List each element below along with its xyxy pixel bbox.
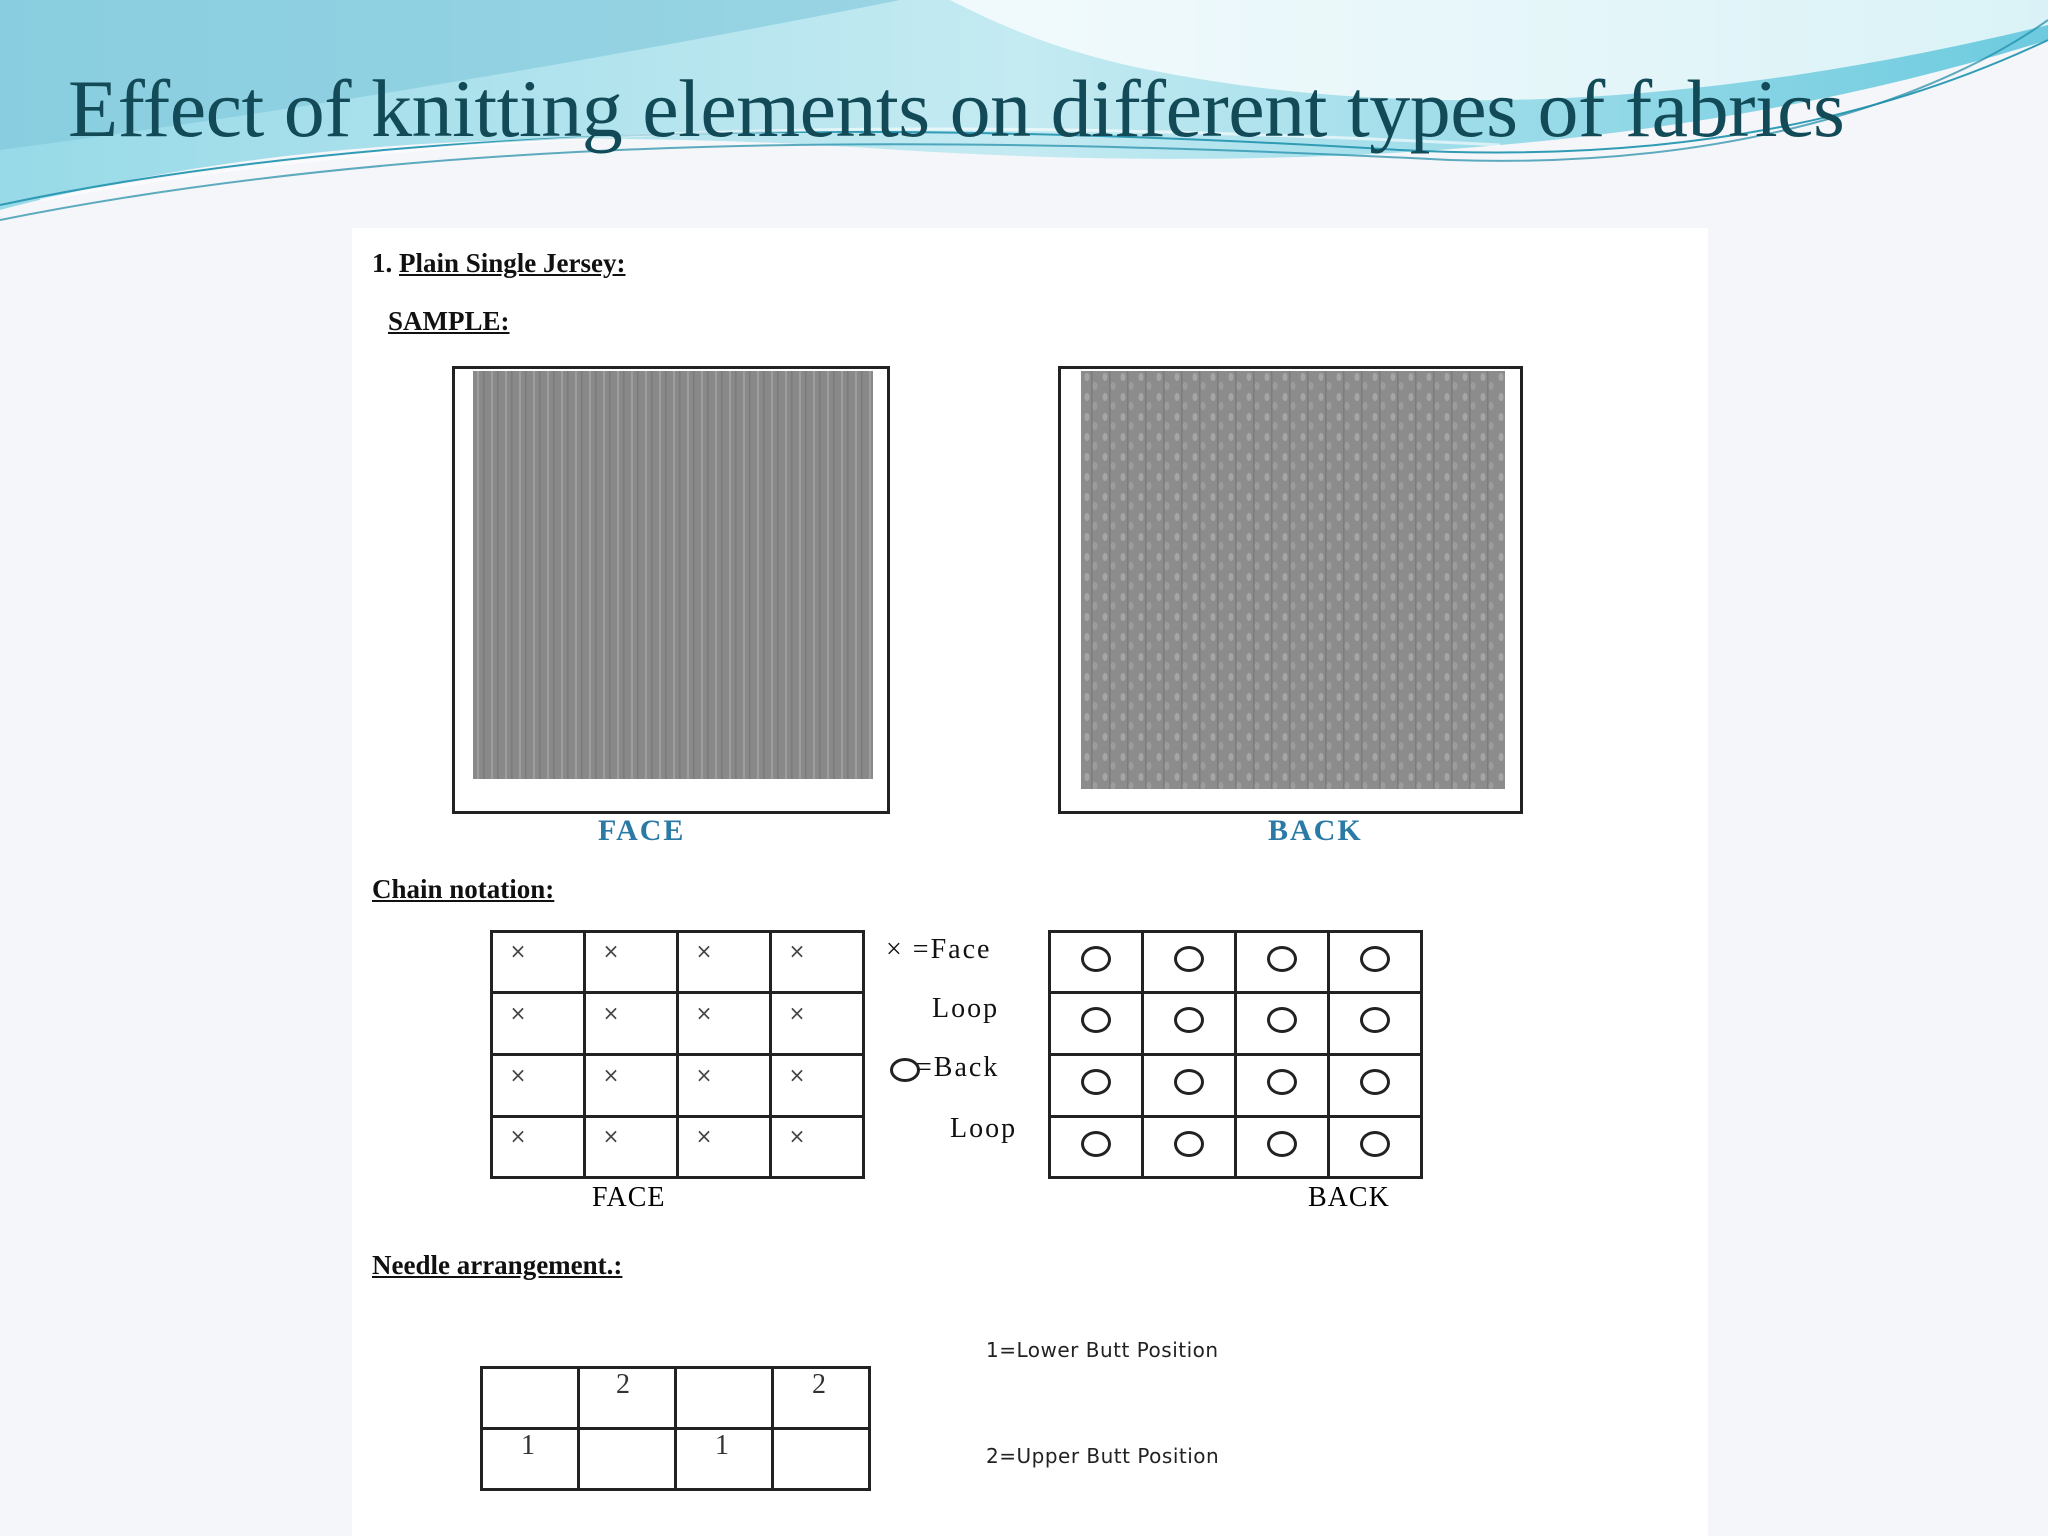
face-cell [771,932,864,993]
back-cell [1143,1117,1236,1178]
back-loop-circle-icon [1360,1007,1390,1033]
face-cell [585,1117,678,1178]
needle-cell [773,1368,870,1429]
face-loop-mark: × [695,1062,713,1087]
face-loop-mark: × [788,939,806,963]
back-loop-circle-icon [1360,1069,1390,1095]
face-sample-caption: FACE [598,814,686,847]
chain-notation-heading-text: Chain notation: [372,874,555,904]
needle-arrangement-grid [480,1366,871,1491]
face-loop-mark: × [695,939,713,963]
face-cell [492,1117,585,1178]
section-title: Plain Single Jersey: [399,248,626,278]
legend-back-text: =Back [916,1052,1000,1083]
back-cell [1236,1055,1329,1117]
needle-cell [676,1429,773,1490]
face-loop-mark: × [788,1062,806,1087]
legend-back-line2: Loop [950,1113,1018,1144]
face-cell [492,1055,585,1117]
needle-arrangement-heading-text: Needle arrangement.: [372,1250,623,1280]
back-loop-circle-icon [1081,1069,1111,1095]
face-cell [771,993,864,1055]
face-loop-mark: × [788,1124,806,1148]
face-loop-mark: × [602,1000,620,1025]
face-cell [771,1055,864,1117]
needle-number: 1 [715,1430,729,1461]
back-cell [1050,993,1143,1055]
face-sample-frame [452,366,890,814]
section-number: 1. [372,248,393,278]
face-cell [585,932,678,993]
back-sample-frame [1058,366,1523,814]
back-loop-circle-icon [1174,946,1204,972]
face-loop-mark: × [509,1124,527,1148]
upper-butt-note: 2=Upper Butt Position [986,1444,1220,1468]
slide-title: Effect of knitting elements on different types of fabrics [68,63,1845,154]
back-fabric-image [1081,371,1505,789]
back-cell [1329,932,1422,993]
needle-cell [676,1368,773,1429]
back-cell [1050,932,1143,993]
face-loop-mark: × [602,939,620,963]
face-cell [771,1117,864,1178]
face-chain-grid [490,930,865,1179]
face-loop-mark: × [695,1124,713,1148]
back-loop-circle-icon [1174,1007,1204,1033]
face-cell [678,932,771,993]
needle-cell [579,1429,676,1490]
face-loop-mark: × [602,1124,620,1148]
back-sample-caption: BACK [1268,814,1363,847]
document-image [352,228,1708,1536]
needle-arrangement-heading [372,1250,622,1281]
face-loop-mark: × [509,1000,527,1025]
back-cell [1329,1117,1422,1178]
face-cell [585,993,678,1055]
back-cell [1050,1117,1143,1178]
back-cell [1236,1117,1329,1178]
face-loop-mark: × [788,1000,806,1025]
face-loop-mark: × [695,1000,713,1025]
face-loop-mark: × [509,939,527,963]
needle-number: 1 [521,1430,535,1461]
face-loop-mark: × [509,1062,527,1087]
back-loop-circle-icon [1267,946,1297,972]
legend-face-line1: × =Face [886,934,992,965]
sample-label: SAMPLE: [388,306,510,336]
back-loop-circle-icon [1081,1007,1111,1033]
needle-number: 2 [812,1369,826,1400]
face-fabric-image [473,371,873,779]
face-cell [492,993,585,1055]
face-grid-caption: FACE [592,1182,666,1213]
back-loop-circle-icon [1081,1131,1111,1157]
face-loop-mark: × [602,1062,620,1087]
back-cell [1143,993,1236,1055]
face-cell [585,1055,678,1117]
back-loop-circle-icon [1174,1131,1204,1157]
back-cell [1236,993,1329,1055]
back-cell [1329,1055,1422,1117]
lower-butt-note: 1=Lower Butt Position [986,1338,1219,1362]
back-loop-circle-icon [1081,946,1111,972]
section-heading [372,248,625,279]
back-loop-circle-icon [1174,1069,1204,1095]
needle-cell [482,1429,579,1490]
chain-notation-heading [372,874,554,905]
needle-cell [482,1368,579,1429]
back-loop-circle-icon [1360,946,1390,972]
back-loop-circle-icon [1267,1069,1297,1095]
legend-face-line2: Loop [932,993,1000,1024]
needle-cell [773,1429,870,1490]
needle-cell [579,1368,676,1429]
back-chain-grid [1048,930,1423,1179]
back-cell [1236,932,1329,993]
back-cell [1050,1055,1143,1117]
back-grid-caption: BACK [1308,1182,1390,1213]
back-cell [1143,1055,1236,1117]
legend-back-line1 [890,1052,999,1084]
needle-number: 2 [616,1369,630,1400]
face-cell [678,1117,771,1178]
back-loop-circle-icon [1360,1131,1390,1157]
face-cell [678,993,771,1055]
back-loop-circle-icon [1267,1007,1297,1033]
back-cell [1329,993,1422,1055]
face-cell [678,1055,771,1117]
face-cell [492,932,585,993]
back-loop-circle-icon [1267,1131,1297,1157]
back-cell [1143,932,1236,993]
